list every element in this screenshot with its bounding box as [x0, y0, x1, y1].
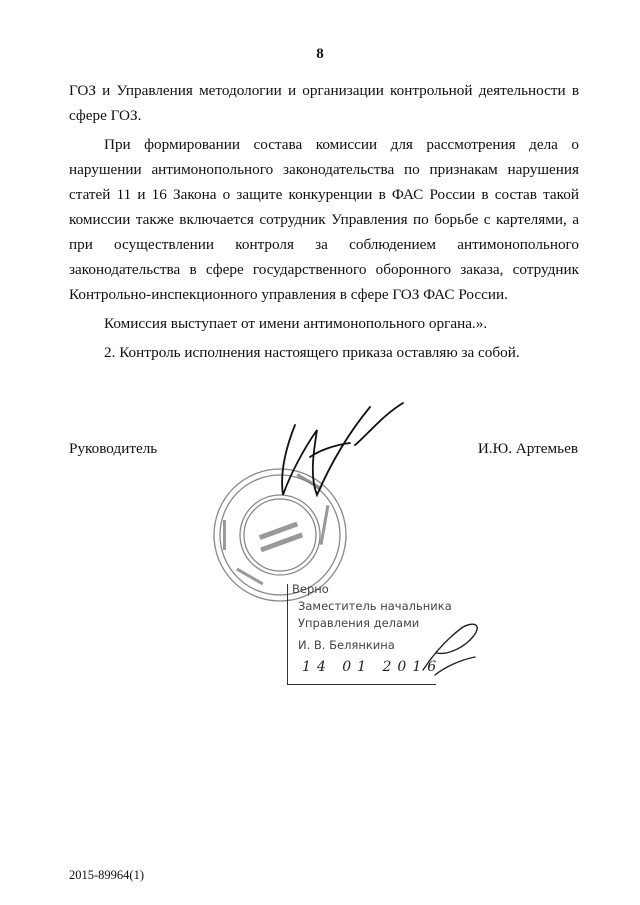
- stamp-name: И. В. Белянкина: [298, 638, 395, 652]
- paragraph-continuation: ГОЗ и Управления методологии и организации контрольной деятельности в сфере ГОЗ.: [69, 82, 579, 124]
- signer-title: Руководитель: [69, 440, 158, 457]
- certifier-signature: [415, 615, 490, 685]
- signer-name: И.Ю. Артемьев: [477, 440, 578, 457]
- director-signature: [255, 395, 415, 515]
- page-number: 8: [316, 46, 324, 62]
- document-body: [69, 78, 579, 365]
- paragraph-commission-authority: Комиссия выступает от имени антимонопольного органа.».: [104, 315, 488, 332]
- stamp-position-line2: Управления делами: [298, 616, 420, 630]
- stamp-date: 14 01 2016: [302, 659, 443, 675]
- stamp-position-line1: Заместитель начальника: [298, 599, 452, 613]
- paragraph-commission-composition: При формировании состава комиссии для рассмотрения дела о нарушении антимонопольного законодательства по признакам нарушения статей 11 и 16 Закона о защите конкуренции в ФАС России в состав такой комиссии также включается сотрудник Управления по борьбе с картелями, а при осуществлении контроля за соблюдением антимонопольного законодательства в сфере государственного оборонного заказа, сотрудник Контрольно-инспекционного управления в сфере ГОЗ ФАС России.: [69, 136, 579, 303]
- paragraph-control-clause: 2. Контроль исполнения настоящего приказа оставляю за собой.: [104, 344, 520, 361]
- stamp-verified-label: Верно: [292, 582, 329, 596]
- certification-stamp: [287, 582, 452, 685]
- document-registration-code: 2015-89964(1): [69, 868, 144, 882]
